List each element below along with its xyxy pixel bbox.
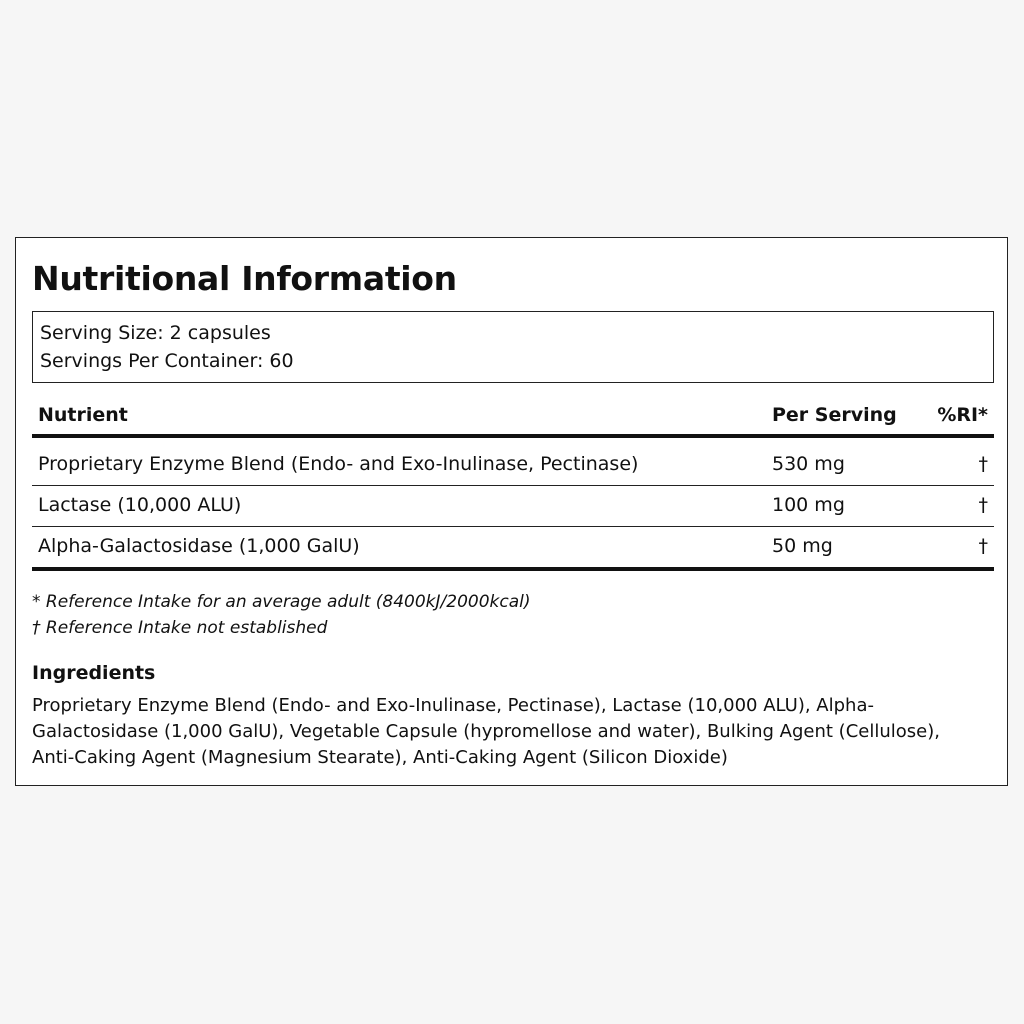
ingredients-text: Proprietary Enzyme Blend (Endo- and Exo-Inulinase, Pectinase), Lactase (10,000 ALU), Alpha-Galactosidase (1,000 GalU), Vegetable Capsule (hypromellose and water), Bulking Agent (Cellulose), Anti-Caking Agent (Magnesium Stearate), Anti-Caking Agent (Silicon Dioxide)	[32, 695, 940, 768]
header-per-serving: Per Serving	[772, 404, 897, 426]
footnote-reference-intake: * Reference Intake for an average adult (8400kJ/2000kcal)	[32, 592, 531, 612]
row-amount: 100 mg	[772, 494, 845, 516]
table-row	[32, 527, 994, 571]
serving-size: Serving Size: 2 capsules	[40, 322, 271, 344]
row-ri: †	[978, 535, 988, 557]
table-row	[32, 486, 994, 527]
table-row	[32, 445, 994, 486]
row-nutrient: Alpha-Galactosidase (1,000 GalU)	[38, 535, 360, 557]
header-nutrient: Nutrient	[38, 404, 128, 426]
row-amount: 50 mg	[772, 535, 833, 557]
row-nutrient: Proprietary Enzyme Blend (Endo- and Exo-Inulinase, Pectinase)	[38, 453, 639, 475]
header-ri: %RI*	[937, 404, 988, 426]
footnote-not-established: † Reference Intake not established	[32, 618, 328, 638]
nutrition-panel	[15, 237, 1008, 786]
row-nutrient: Lactase (10,000 ALU)	[38, 494, 242, 516]
row-amount: 530 mg	[772, 453, 845, 475]
row-ri: †	[978, 494, 988, 516]
row-ri: †	[978, 453, 988, 475]
serving-info-box	[32, 311, 994, 383]
table-header	[32, 400, 994, 438]
ingredients-title: Ingredients	[32, 662, 156, 684]
servings-per-container: Servings Per Container: 60	[40, 350, 294, 372]
panel-title: Nutritional Information	[32, 259, 457, 298]
nutrient-table	[32, 400, 994, 571]
